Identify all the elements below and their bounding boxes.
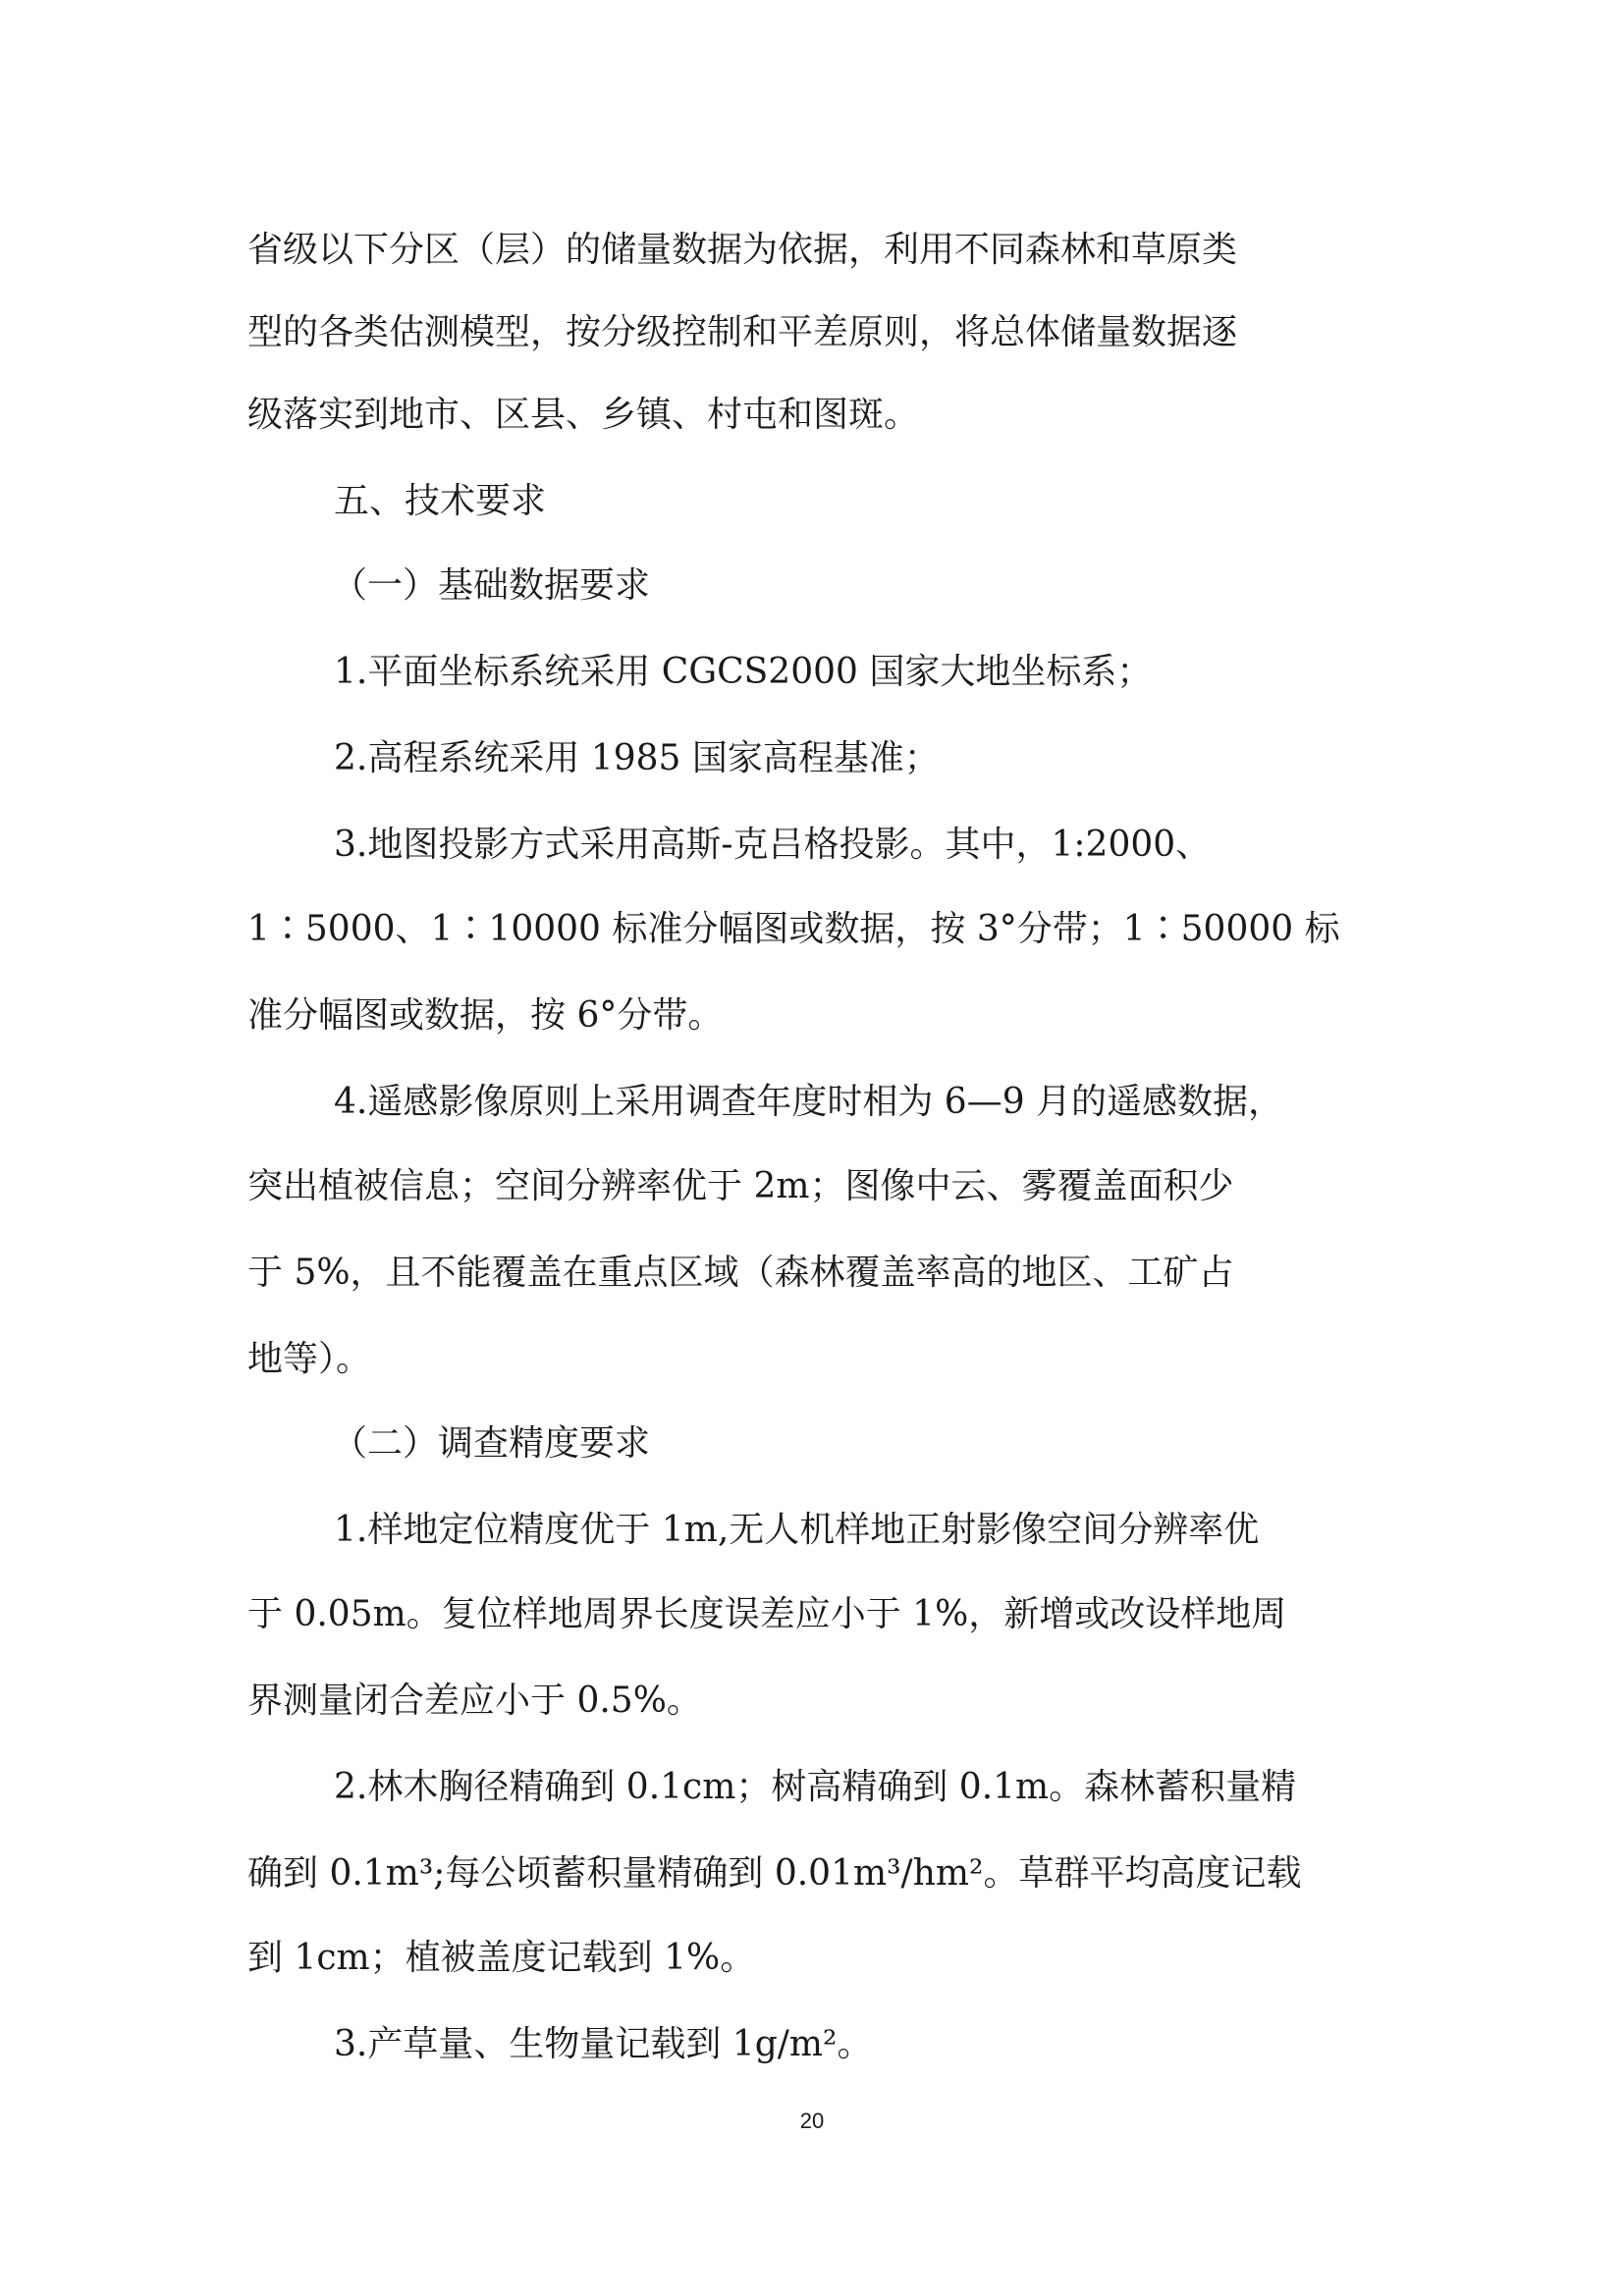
paragraph-line: 级落实到地市、区县、乡镇、村屯和图斑。 (247, 395, 920, 435)
list-item: 3.产草量、生物量记载到 1g/m²。 (334, 2024, 873, 2064)
paragraph-line: 到 1cm；植被盖度记载到 1%。 (247, 1938, 756, 1978)
paragraph-line: 确到 0.1m³;每公顷蓄积量精确到 0.01m³/hm²。草群平均高度记载 (247, 1853, 1302, 1894)
list-item: 1.样地定位精度优于 1m,无人机样地正射影像空间分辨率优 (334, 1510, 1260, 1550)
paragraph-line: 地等）。 (247, 1339, 372, 1379)
paragraph-line: 于 0.05m。复位样地周界长度误差应小于 1%，新增或改设样地周 (247, 1594, 1287, 1634)
paragraph-line: 突出植被信息；空间分辨率优于 2m；图像中云、雾覆盖面积少 (247, 1166, 1234, 1206)
list-item: 1.平面坐标系统采用 CGCS2000 国家大地坐标系； (334, 652, 1153, 692)
subsection-heading: （二）调查精度要求 (332, 1423, 651, 1464)
paragraph-line: 于 5%，且不能覆盖在重点区域（森林覆盖率高的地区、工矿占 (247, 1253, 1234, 1293)
section-heading: 五、技术要求 (334, 481, 547, 521)
paragraph-line: 准分幅图或数据，按 6°分带。 (247, 995, 724, 1036)
list-item: 4.遥感影像原则上采用调查年度时相为 6—9 月的遥感数据， (334, 1082, 1284, 1122)
paragraph-line: 省级以下分区（层）的储量数据为依据，利用不同森林和草原类 (247, 230, 1238, 270)
list-item: 2.高程系统采用 1985 国家高程基准； (334, 738, 940, 778)
list-item: 2.林木胸径精确到 0.1cm；树高精确到 0.1m。森林蓄积量精 (334, 1767, 1297, 1807)
page-number: 20 (799, 2109, 825, 2133)
subsection-heading: （一）基础数据要求 (332, 565, 651, 606)
paragraph-line: 型的各类估测模型，按分级控制和平差原则，将总体储量数据逐 (247, 312, 1238, 352)
paragraph-line: 1∶5000、1∶10000 标准分幅图或数据，按 3°分带；1∶50000 标 (247, 909, 1340, 949)
list-item: 3.地图投影方式采用高斯-克吕格投影。其中，1:2000、 (334, 825, 1212, 865)
paragraph-line: 界测量闭合差应小于 0.5%。 (247, 1681, 702, 1721)
